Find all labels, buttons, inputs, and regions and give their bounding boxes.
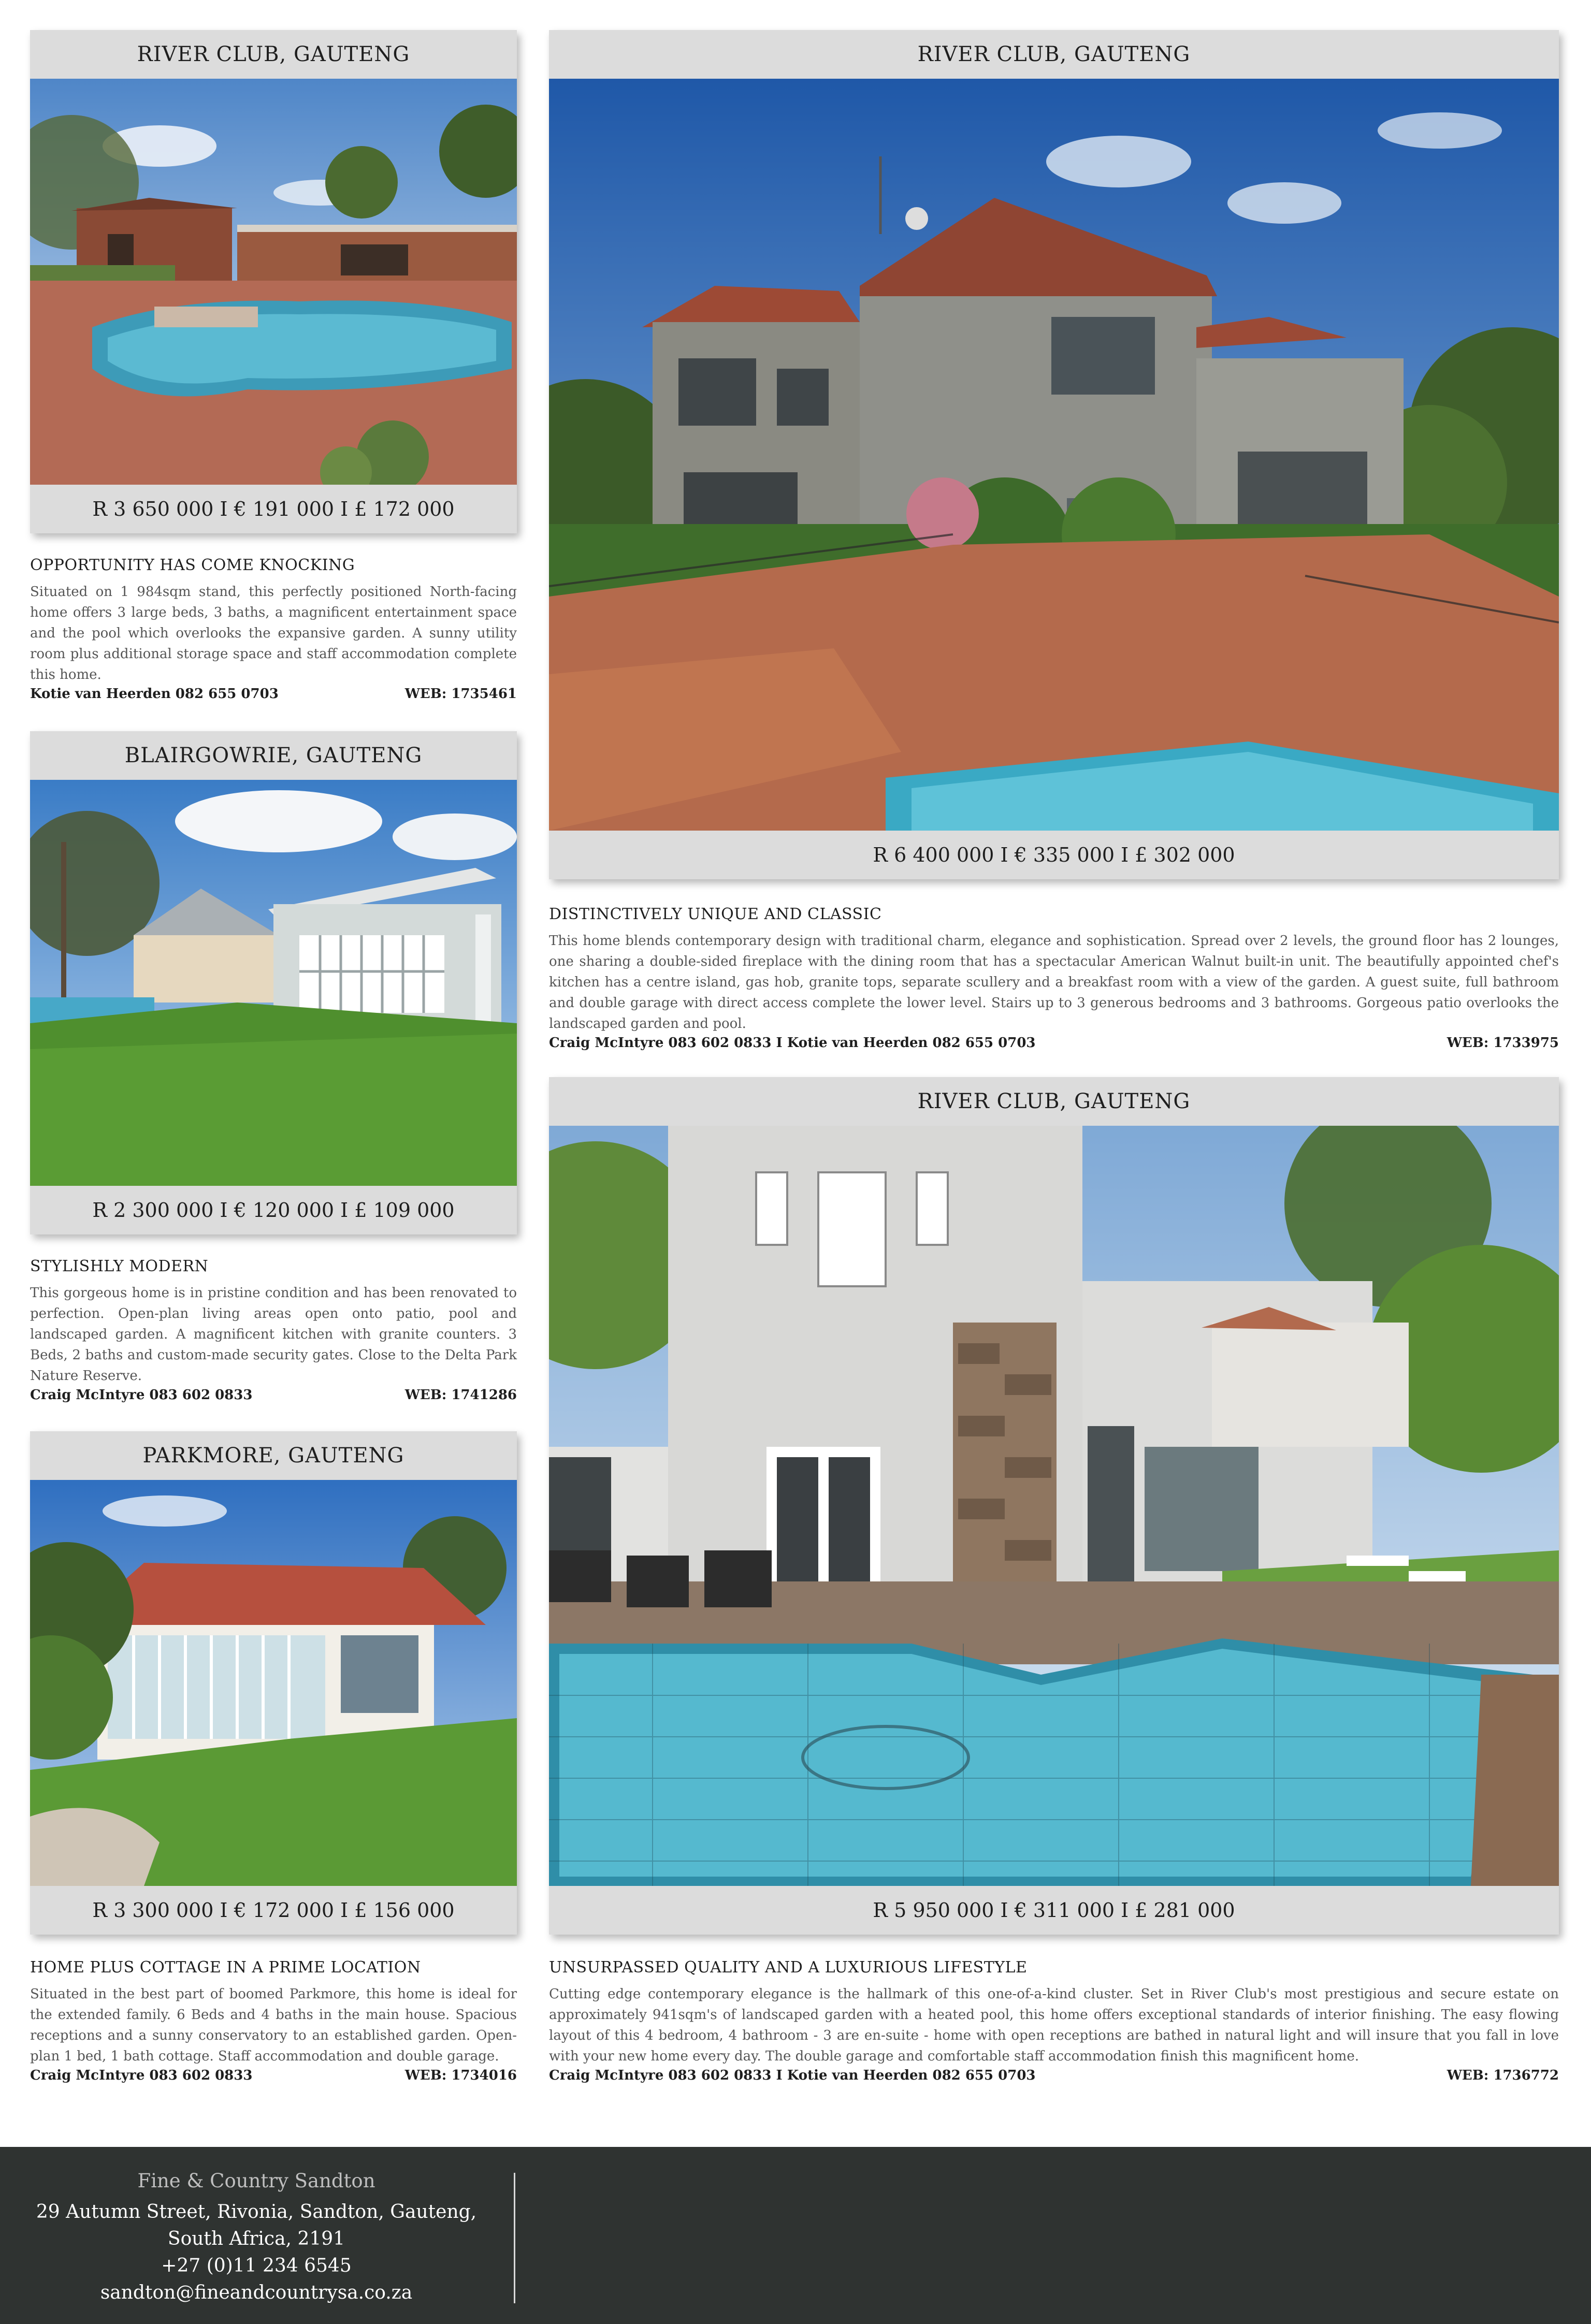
listing-contact-row [30, 686, 517, 702]
listing-card-1[interactable] [30, 30, 517, 533]
listing-title: DISTINCTIVELY UNIQUE AND CLASSIC [549, 905, 882, 923]
listing-location: RIVER CLUB, GAUTENG [549, 30, 1559, 79]
listing-card-5[interactable] [549, 1077, 1559, 1935]
listing-description-5 [549, 1958, 1559, 2083]
agent-contact[interactable]: Craig McIntyre 083 602 0833 I Kotie van Heerden 082 655 0703 [549, 1035, 1036, 1051]
listing-card-4[interactable] [549, 30, 1559, 879]
listing-location: RIVER CLUB, GAUTENG [30, 30, 517, 79]
property-photo[interactable] [30, 79, 517, 485]
property-photo[interactable] [30, 1480, 517, 1886]
listing-price: R 5 950 000 I € 311 000 I £ 281 000 [549, 1886, 1559, 1935]
office-footer [0, 2147, 1591, 2324]
footer-divider [514, 2173, 515, 2303]
agent-contact[interactable]: Craig McIntyre 083 602 0833 [30, 2068, 253, 2083]
property-photo[interactable] [30, 780, 517, 1186]
web-reference[interactable]: WEB: 1735461 [404, 686, 517, 702]
listing-description-3 [30, 1958, 517, 2083]
office-email[interactable]: sandton@fineandcountrysa.co.za [100, 2282, 413, 2303]
agent-contact[interactable]: Kotie van Heerden 082 655 0703 [30, 686, 279, 702]
listing-location: RIVER CLUB, GAUTENG [549, 1077, 1559, 1126]
listing-title: HOME PLUS COTTAGE IN A PRIME LOCATION [30, 1958, 421, 1977]
listing-price: R 3 650 000 I € 191 000 I £ 172 000 [30, 485, 517, 533]
property-photo[interactable] [549, 1126, 1559, 1886]
listing-contact-row [30, 1387, 517, 1403]
office-name: Fine & Country Sandton [137, 2170, 375, 2192]
listing-body: Cutting edge contemporary elegance is the hallmark of this one-of-a-kind cluster. Set in River Club's most prestigious and secure estate on approximately 941sqm's of landscaped garden with a heated pool, this home offers exceptional standards of interior finishing. The easy flowing layout of this 4 bedroom, 4 bathroom - 3 are en-suite - home with open receptions are bathed in natural light and will insure that you fall in love with your new home every day. The double garage and comfortable staff accommodation finish this magnificent home. [549, 1986, 1559, 2064]
listing-contact-row [549, 1035, 1559, 1051]
listing-title: STYLISHLY MODERN [30, 1257, 209, 1275]
listing-description-4 [549, 905, 1559, 1051]
listing-price: R 3 300 000 I € 172 000 I £ 156 000 [30, 1886, 517, 1935]
listing-location: BLAIRGOWRIE, GAUTENG [30, 731, 517, 780]
office-contact-block [31, 2168, 482, 2306]
listing-card-2[interactable] [30, 731, 517, 1234]
listing-card-3[interactable] [30, 1431, 517, 1935]
listing-price: R 2 300 000 I € 120 000 I £ 109 000 [30, 1186, 517, 1234]
web-reference[interactable]: WEB: 1734016 [404, 2068, 517, 2083]
web-reference[interactable]: WEB: 1741286 [404, 1387, 517, 1403]
listing-body: Situated in the best part of boomed Parkmore, this home is ideal for the extended family. 6 Beds and 4 baths in the main house. Spacious receptions and a sunny conservatory to an established garden. Open-plan 1 bed, 1 bath cottage. Staff accommodation and double garage. [30, 1986, 517, 2064]
agent-contact[interactable]: Craig McIntyre 083 602 0833 I Kotie van Heerden 082 655 0703 [549, 2068, 1036, 2083]
agent-contact[interactable]: Craig McIntyre 083 602 0833 [30, 1387, 253, 1403]
listing-location: PARKMORE, GAUTENG [30, 1431, 517, 1480]
listing-description-1 [30, 556, 517, 702]
property-photo[interactable] [549, 79, 1559, 831]
listing-title: UNSURPASSED QUALITY AND A LUXURIOUS LIFESTYLE [549, 1958, 1028, 1977]
listing-body: This gorgeous home is in pristine condition and has been renovated to perfection. Open-plan living areas open onto patio, pool and landscaped garden. A magnificent kitchen with granite counters. 3 Beds, 2 baths and custom-made security gates. Close to the Delta Park Nature Reserve. [30, 1285, 517, 1384]
office-phone[interactable]: +27 (0)11 234 6545 [161, 2255, 352, 2276]
web-reference[interactable]: WEB: 1736772 [1447, 2068, 1559, 2083]
listing-description-2 [30, 1257, 517, 1403]
listing-price: R 6 400 000 I € 335 000 I £ 302 000 [549, 831, 1559, 879]
office-address-line-2: South Africa, 2191 [167, 2228, 345, 2249]
listing-contact-row [30, 2068, 517, 2083]
listing-contact-row [549, 2068, 1559, 2083]
listing-title: OPPORTUNITY HAS COME KNOCKING [30, 556, 355, 574]
listing-body: Situated on 1 984sqm stand, this perfectly positioned North-facing home offers 3 large beds, 3 baths, a magnificent entertainment space and the pool which overlooks the expansive garden. A sunny utility room plus additional storage space and staff accommodation complete this home. [30, 584, 517, 682]
listing-body: This home blends contemporary design with traditional charm, elegance and sophistication. Spread over 2 levels, the ground floor has 2 lounges, one sharing a double-sided fireplace with the dining room that has a spectacular American Walnut built-in unit. The beautifully appointed chef's kitchen has a centre island, gas hob, granite tops, separate scullery and a breakfast room with a view of the garden. A guest suite, full bathroom and double garage with direct access complete the lower level. Stairs up to 3 generous bedrooms and 3 bathrooms. Gorgeous patio overlooks the landscaped garden and pool. [549, 933, 1559, 1032]
web-reference[interactable]: WEB: 1733975 [1447, 1035, 1559, 1051]
office-address-line-1: 29 Autumn Street, Rivonia, Sandton, Gauteng, [36, 2201, 477, 2223]
